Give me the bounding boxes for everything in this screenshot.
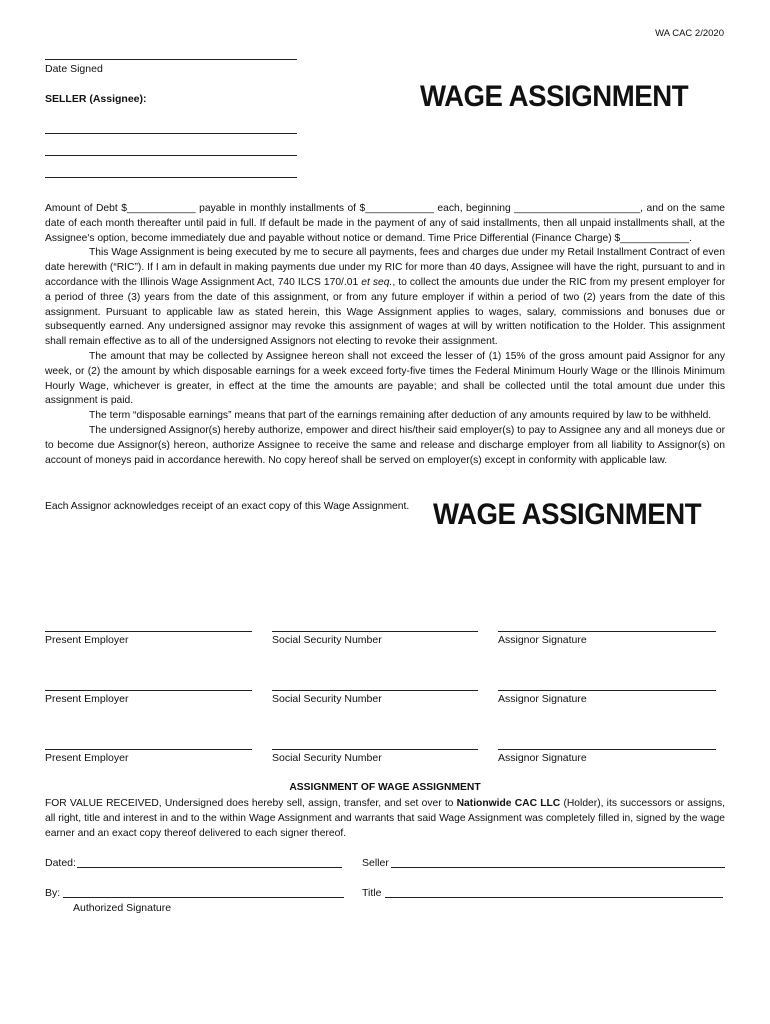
social-security-number-line[interactable] xyxy=(272,631,478,632)
collection-limit-paragraph: The amount that may be collected by Assignee hereon shall not exceed the lesser of (1) 15% of the gross amount paid Assignor for any week, or (2) the amount by which disposable earnings for a week exceed forty-five times the Federal Minimum Hourly Wage or the Illinois Minimum Hourly Wage, whichever is greater, in effect at the time the amounts are payable; and shall be collected until the total amount due under this assignment is paid. xyxy=(45,350,725,407)
assignor-signature-label: Assignor Signature xyxy=(498,693,587,705)
seller-line-3[interactable] xyxy=(45,177,297,178)
dated-label: Dated: xyxy=(45,857,76,869)
present-employer-line[interactable] xyxy=(45,749,252,750)
assignment-text: FOR VALUE RECEIVED, Undersigned does hereby sell, assign, transfer, and set over to xyxy=(45,798,457,809)
paragraph-text: This Wage Assignment is being executed by me to secure all payments, fees and charges due under my Retail Installment Contract of even date herewith (“RIC”). If I am in default in making payments due under my RIC for more than 40 days, Assignee will have the right, pursuant to and in accordance with the Illinois Wage Assignment Act, 740 ILCS 170/.01 xyxy=(45,247,725,288)
assignment-section-title: ASSIGNMENT OF WAGE ASSIGNMENT xyxy=(289,782,481,793)
assignment-text-cont: (Holder), its successors or assigns, all right, title and interest in and to the within Wage Assignment and warrants that said Wage Assignment was completely filled in, signed by the wage earner and an exact copy thereof delivered to each signer thereof. xyxy=(45,798,725,839)
present-employer-label: Present Employer xyxy=(45,634,129,646)
employer-authorization-paragraph: The undersigned Assignor(s) hereby authorize, empower and direct his/their said employer(s) to pay to Assignee any and all moneys due or to become due Assignor(s) hereon, authorize Assignee to receive the same and release and discharge employer from all liability to Assignor(s) on account of moneys paid in accordance herewith. No copy hereof shall be served on employer(s) except in conformity with applicable law. xyxy=(45,424,725,466)
seller-line-2[interactable] xyxy=(45,155,297,156)
holder-name: Nationwide CAC LLC xyxy=(456,798,561,809)
present-employer-label: Present Employer xyxy=(45,693,129,705)
assignor-signature-line[interactable] xyxy=(498,631,716,632)
present-employer-label: Present Employer xyxy=(45,752,129,764)
title-field-line[interactable] xyxy=(385,897,723,898)
present-employer-line[interactable] xyxy=(45,631,252,632)
acknowledgment-text: Each Assignor acknowledges receipt of an exact copy of this Wage Assignment. xyxy=(45,501,410,512)
date-signed-label: Date Signed xyxy=(45,63,103,75)
social-security-number-line[interactable] xyxy=(272,690,478,691)
assignment-paragraph xyxy=(45,797,725,841)
seller-field-label: Seller xyxy=(362,857,389,869)
date-signed-line[interactable] xyxy=(45,59,297,60)
seller-line-1[interactable] xyxy=(45,133,297,134)
social-security-number-label: Social Security Number xyxy=(272,634,382,646)
terms-body xyxy=(45,202,725,468)
seller-field-line[interactable] xyxy=(391,867,725,868)
disposable-earnings-paragraph: The term “disposable earnings” means that part of the earnings remaining after deduction of any amounts required by law to be withheld. xyxy=(89,410,712,422)
et-seq-text: et seq. xyxy=(361,276,393,288)
seller-assignee-label: SELLER (Assignee): xyxy=(45,93,147,105)
by-line[interactable] xyxy=(63,897,344,898)
title-field-label: Title xyxy=(362,887,382,899)
paragraph-text-cont: , to collect the amounts due under the RIC from my present employer for a period of three (3) years from the date of this assignment, or from any future employer if within a period of two (2) years from the date of this assignment. Pursuant to applicable law as stated herein, this Wage Assignment applies to wages, salary, commissions and bonuses due or subsequently earned. Any undersigned assignor may revoke this assignment of wages at will by written notification to the Holder. This assignment shall remain effective as to all of the undersigned Assignors not electing to revoke their assignment. xyxy=(45,276,725,348)
by-label: By: xyxy=(45,887,61,899)
assignor-signature-label: Assignor Signature xyxy=(498,752,587,764)
debt-terms-paragraph: Amount of Debt $____________ payable in monthly installments of $____________ each, beginning ______________________, and on the same date of each month thereafter until paid in full. If default be made in the payment of any of said installments, then all unpaid installments shall, at the Assignee's option, become immediately due and payable without notice or demand. Time Price Differential (Finance Charge) $____________. xyxy=(45,203,725,244)
assignment-body xyxy=(45,797,725,841)
form-code: WA CAC 2/2020 xyxy=(655,28,724,39)
social-security-number-label: Social Security Number xyxy=(272,752,382,764)
social-security-number-label: Social Security Number xyxy=(272,693,382,705)
assignor-signature-label: Assignor Signature xyxy=(498,634,587,646)
document-title-2: WAGE ASSIGNMENT xyxy=(433,498,702,531)
wage-assignment-paragraph xyxy=(45,246,725,350)
social-security-number-line[interactable] xyxy=(272,749,478,750)
authorized-signature-label: Authorized Signature xyxy=(73,902,172,914)
document-title: WAGE ASSIGNMENT xyxy=(420,80,689,113)
assignor-signature-line[interactable] xyxy=(498,690,716,691)
dated-line[interactable] xyxy=(77,867,342,868)
assignor-signature-line[interactable] xyxy=(498,749,716,750)
present-employer-line[interactable] xyxy=(45,690,252,691)
